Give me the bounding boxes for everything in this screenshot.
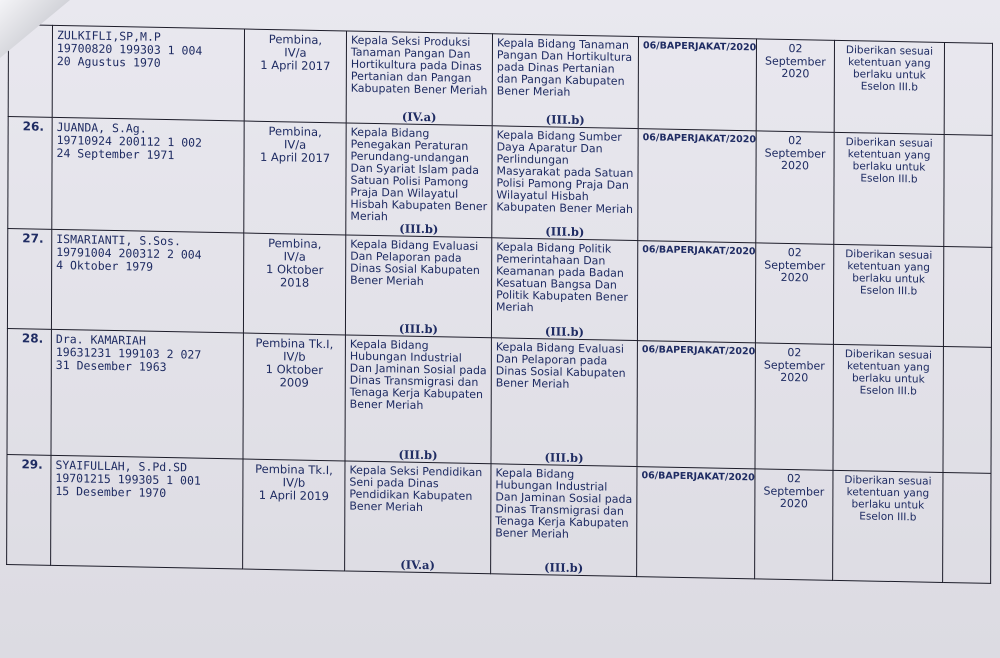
employee-nip: 19791004 200312 2 004: [56, 244, 202, 262]
rank-line: IV/b: [282, 475, 306, 490]
old-position-cell: [345, 461, 491, 574]
rank-cell: [243, 333, 345, 461]
rank-cell: [244, 121, 346, 235]
new-position-cell: [492, 34, 638, 129]
row-number: 28.: [7, 328, 51, 455]
decree-date: 02 September 2020: [756, 131, 834, 244]
row-number: 27.: [7, 228, 51, 329]
employee-nip: 19701215 199305 1 001: [55, 470, 201, 488]
new-position-text: Kepala Bidang Hubungan Industrial Dan Jaminan Sosial pada Dinas Transmigrasi dan Tenaga Kerja Kabupaten Bener Meriah: [495, 466, 633, 541]
new-position-cell: [491, 238, 637, 341]
rank-line: IV/a: [283, 137, 307, 152]
employee-name: ISMARIANTI, S.Sos.: [56, 231, 181, 249]
rank-line: 2009: [279, 375, 309, 390]
rank-cell: [243, 233, 345, 335]
rank-line: Pembina,: [268, 124, 322, 140]
old-echelon: (III.b): [399, 221, 439, 237]
empty-cell: [943, 246, 991, 347]
employee-cell: [51, 455, 243, 569]
employee-nip: 19631231 199103 2 027: [55, 344, 202, 362]
old-position-cell: [346, 123, 492, 238]
new-position-cell: [492, 126, 638, 241]
table-body: [7, 25, 993, 584]
new-echelon: (III.b): [544, 450, 584, 466]
old-position-text: Kepala Bidang Hubungan Industrial Dan Jaminan Sosial pada Dinas Transmigrasi dan Tenaga Kerja Kabupaten Bener Meriah: [349, 337, 487, 412]
decree-date: 02 September 2020: [755, 243, 833, 344]
new-position-text: Kepala Bidang Tanaman Pangan Dan Hortikultura pada Dinas Pertanian dan Pangan Kabupaten Bener Meriah: [496, 36, 633, 99]
rank-line: Pembina Tk.I,: [255, 335, 334, 352]
table-row: [7, 228, 991, 347]
employee-cell: [52, 25, 244, 121]
rank-cell: [243, 459, 345, 571]
employee-name: JUANDA, S.Ag.: [56, 119, 147, 136]
remarks: Diberikan sesuai ketentuan yang berlaku untuk Eselon III.b: [833, 470, 943, 582]
new-position-cell: [491, 464, 637, 577]
old-echelon: (III.b): [398, 321, 439, 337]
decree-number: 06/BAPERJAKAT/2020: [638, 37, 756, 131]
old-echelon: (III.b): [398, 447, 438, 463]
old-position-cell: [346, 31, 492, 126]
rank-cell: [244, 29, 346, 123]
employee-birth-date: 31 Desember 1963: [55, 357, 167, 375]
rank-line: 1 April 2019: [258, 487, 329, 504]
old-echelon: (IV.a): [401, 109, 437, 125]
rank-line: 2018: [279, 275, 310, 290]
employee-cell: [51, 329, 243, 459]
rank-line: IV/b: [283, 349, 306, 364]
old-position-text: Kepala Seksi Produksi Tanaman Pangan Dan Hortikultura pada Dinas Pertanian dan Pangan Kabupaten Bener Meriah: [350, 33, 488, 98]
rank-line: Pembina,: [268, 32, 323, 48]
new-echelon: (III.b): [545, 224, 585, 240]
remarks: Diberikan sesuai ketentuan yang berlaku untuk Eselon III.b: [834, 132, 944, 246]
promotion-table: [6, 24, 993, 584]
rank-line: 1 Oktober: [265, 361, 324, 378]
table-row: [7, 328, 991, 473]
table-row: [7, 454, 991, 583]
row-number: 26.: [8, 117, 52, 230]
employee-cell: [51, 229, 243, 333]
employee-birth-date: 20 Agustus 1970: [56, 53, 161, 70]
old-position-cell: [345, 335, 491, 464]
employee-birth-date: 24 September 1971: [56, 145, 175, 163]
empty-cell: [944, 134, 992, 247]
employee-birth-date: 15 Desember 1970: [55, 483, 167, 501]
decree-date: 02 September 2020: [755, 469, 833, 580]
new-echelon: (III.b): [544, 324, 585, 340]
new-echelon: (III.b): [545, 112, 585, 128]
old-echelon: (IV.a): [400, 557, 435, 573]
employee-name: ZULKIFLI,SP,M.P: [56, 27, 161, 44]
row-number: 29.: [7, 454, 51, 565]
rank-line: IV/a: [283, 249, 306, 264]
rank-line: Pembina Tk.I,: [255, 461, 333, 478]
decree-date: 02 September 2020: [755, 343, 833, 470]
old-position-cell: [345, 235, 491, 338]
new-position-text: Kepala Bidang Evaluasi Dan Pelaporan pada Dinas Sosial Kabupaten Bener Meriah: [495, 340, 626, 391]
empty-cell: [943, 472, 991, 583]
empty-cell: [943, 346, 991, 473]
rank-line: 1 April 2017: [260, 57, 331, 74]
new-position-text: Kepala Bidang Sumber Daya Aparatur Dan Perlindungan Masyarakat pada Satuan Polisi Pamong Praja Dan Wilayatul Hisbah Kabupaten Bener Meriah: [496, 128, 634, 217]
employee-birth-date: 4 Oktober 1979: [56, 257, 154, 274]
remarks: Diberikan sesuai ketentuan yang berlaku untuk Eselon III.b: [833, 344, 943, 472]
new-position-cell: [491, 338, 637, 467]
employee-name: Dra. KAMARIAH: [55, 331, 146, 348]
rank-line: Pembina,: [268, 235, 322, 252]
empty-cell: [944, 42, 992, 135]
remarks: Diberikan sesuai ketentuan yang berlaku untuk Eselon III.b: [834, 40, 944, 134]
new-position-text: Kepala Bidang Politik Pemerintahaan Dan Keamanan pada Badan Kesatuan Bangsa Dan Politik Kabupaten Bener Meriah: [496, 240, 628, 315]
old-position-text: Kepala Bidang Evaluasi Dan Pelaporan pada Dinas Sosial Kabupaten Bener Meriah: [350, 237, 480, 288]
table-row: [8, 117, 992, 248]
old-position-text: Kepala Bidang Penegakan Peraturan Perundang-undangan Dan Syariat Islam pada Satuan Polisi Pamong Praja Dan Wilayatul Hisbah Kabupaten Bener Meriah: [350, 125, 488, 224]
decree-number: 06/BAPERJAKAT/2020: [637, 467, 755, 579]
old-position-text: Kepala Seksi Pendidikan Seni pada Dinas Pendidikan Kabupaten Bener Meriah: [349, 463, 483, 514]
decree-date: 02 September 2020: [756, 39, 834, 132]
new-echelon: (III.b): [544, 560, 584, 576]
employee-nip: 19700820 199303 1 004: [56, 40, 203, 58]
employee-name: SYAIFULLAH, S.Pd.SD: [55, 457, 188, 475]
decree-number: 06/BAPERJAKAT/2020: [637, 341, 755, 469]
remarks: Diberikan sesuai ketentuan yang berlaku untuk Eselon III.b: [833, 244, 943, 346]
employee-cell: [52, 117, 244, 233]
rank-line: IV/a: [284, 45, 307, 60]
rank-line: 1 April 2017: [259, 149, 331, 166]
decree-number: 06/BAPERJAKAT/2020: [638, 129, 756, 243]
rank-line: 1 Oktober: [265, 261, 324, 278]
promotion-table-wrapper: [6, 24, 992, 584]
employee-nip: 19710924 200112 1 002: [56, 132, 203, 150]
decree-number: 06/BAPERJAKAT/2020: [637, 241, 755, 343]
